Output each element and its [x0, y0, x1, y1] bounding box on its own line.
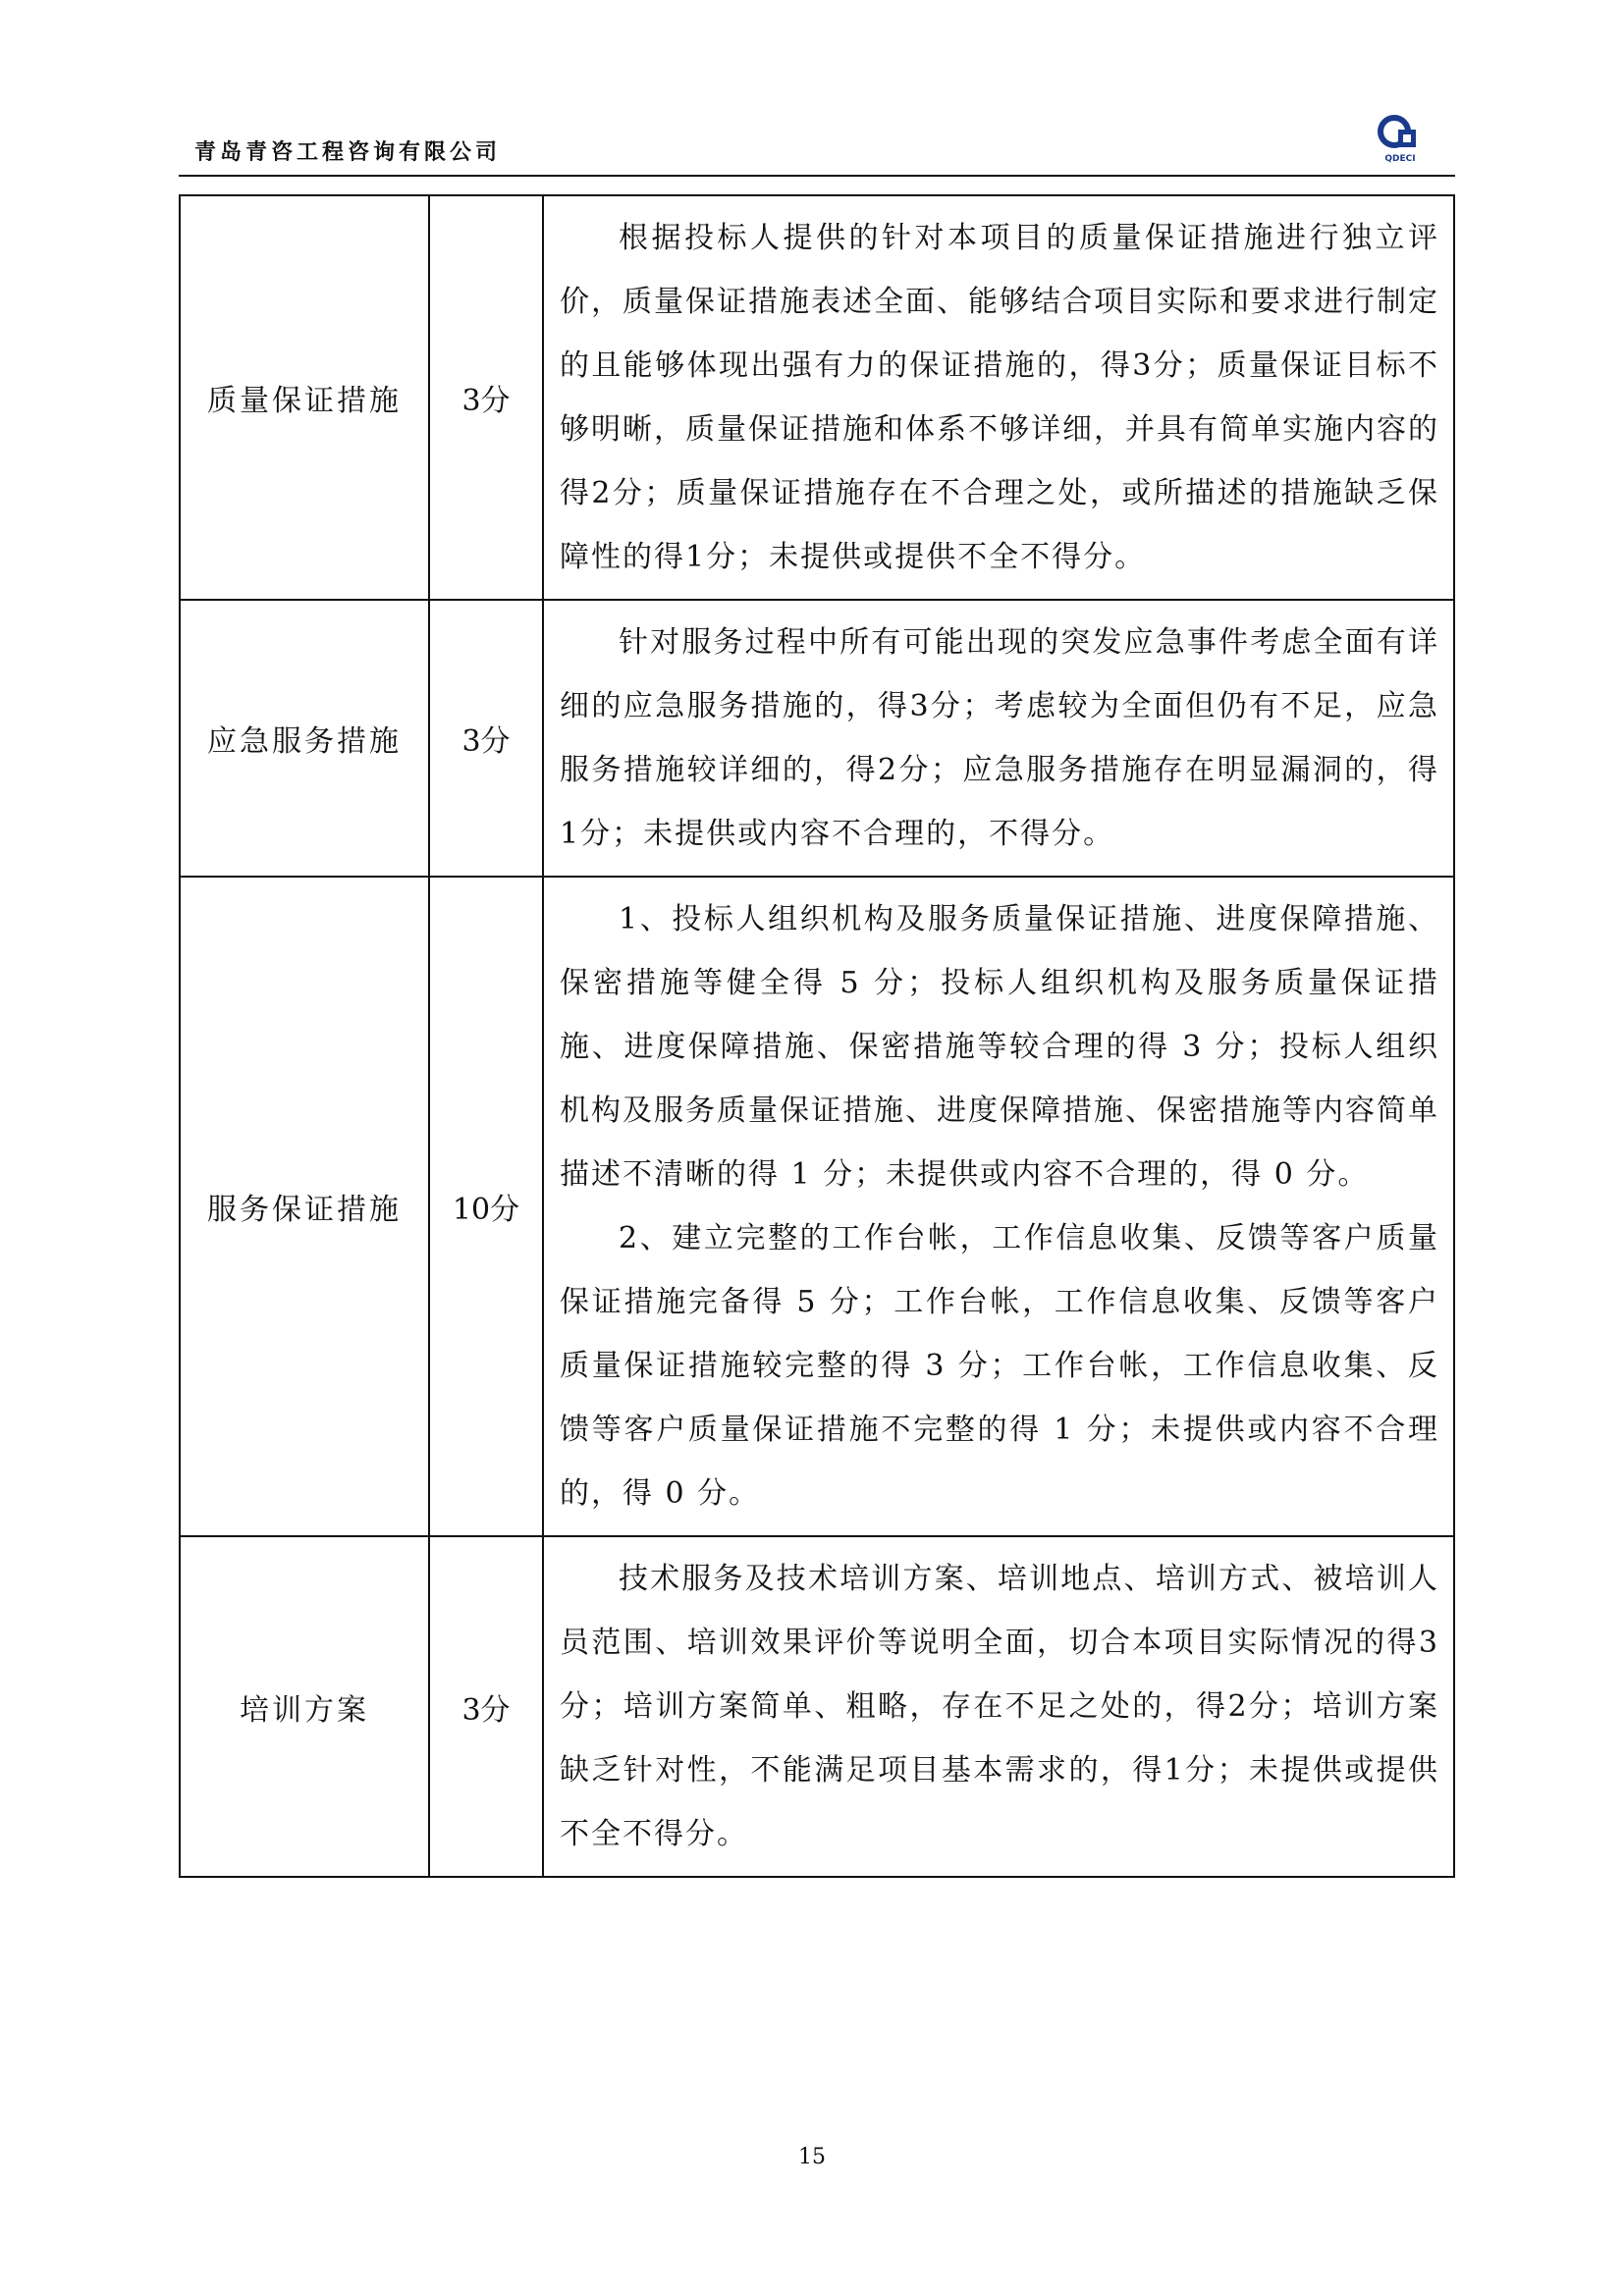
criterion-score: 10分 — [429, 877, 543, 1536]
criterion-name: 服务保证措施 — [180, 877, 429, 1536]
criterion-score: 3分 — [429, 195, 543, 600]
header-divider — [179, 175, 1455, 177]
page-header — [179, 108, 1455, 177]
criterion-description — [543, 195, 1454, 600]
criterion-score: 3分 — [429, 600, 543, 877]
page-number: 15 — [798, 2145, 826, 2169]
criterion-description — [543, 1536, 1454, 1877]
criterion-name: 应急服务措施 — [180, 600, 429, 877]
table-row — [180, 600, 1454, 877]
criterion-name: 培训方案 — [180, 1536, 429, 1877]
criterion-description — [543, 600, 1454, 877]
table-row — [180, 1536, 1454, 1877]
company-logo-icon — [1375, 112, 1426, 165]
company-name: 青岛青咨工程咨询有限公司 — [194, 140, 502, 165]
description-paragraph: 根据投标人提供的针对本项目的质量保证措施进行独立评价，质量保证措施表述全面、能够结合项目实际和要求进行制定的且能够体现出强有力的保证措施的，得3分；质量保证目标不够明晰，质量保证措施和体系不够详细，并具有简单实施内容的得2分；质量保证措施存在不合理之处，或所描述的措施缺乏保障性的得1分；未提供或提供不全不得分。 — [560, 221, 1439, 574]
description-paragraph: 技术服务及技术培训方案、培训地点、培训方式、被培训人员范围、培训效果评价等说明全面，切合本项目实际情况的得3分；培训方案简单、粗略，存在不足之处的，得2分；培训方案缺乏针对性，不能满足项目基本需求的，得1分；未提供或提供不全不得分。 — [560, 1562, 1439, 1851]
table-row — [180, 195, 1454, 600]
scoring-table — [179, 194, 1455, 1878]
logo-text: QDECI — [1384, 154, 1416, 164]
description-paragraph: 针对服务过程中所有可能出现的突发应急事件考虑全面有详细的应急服务措施的，得3分；考虑较为全面但仍有不足，应急服务措施较详细的，得2分；应急服务措施存在明显漏洞的，得1分；未提供或内容不合理的，不得分。 — [560, 625, 1439, 851]
description-paragraph: 2、建立完整的工作台帐，工作信息收集、反馈等客户质量保证措施完备得 5 分；工作台帐，工作信息收集、反馈等客户质量保证措施较完整的得 3 分；工作台帐，工作信息收集、反馈等客户质量保证措施不完整的得 1 分；未提供或内容不合理的，得 0 分。 — [560, 1221, 1439, 1511]
criterion-description — [543, 877, 1454, 1536]
table-row — [180, 877, 1454, 1536]
criterion-name: 质量保证措施 — [180, 195, 429, 600]
criterion-score: 3分 — [429, 1536, 543, 1877]
description-paragraph: 1、投标人组织机构及服务质量保证措施、进度保障措施、保密措施等健全得 5 分；投标人组织机构及服务质量保证措施、进度保障措施、保密措施等较合理的得 3 分；投标人组织机构及服务质量保证措施、进度保障措施、保密措施等内容简单描述不清晰的得 1 分；未提供或内容不合理的，得 0 分。 — [560, 902, 1439, 1192]
